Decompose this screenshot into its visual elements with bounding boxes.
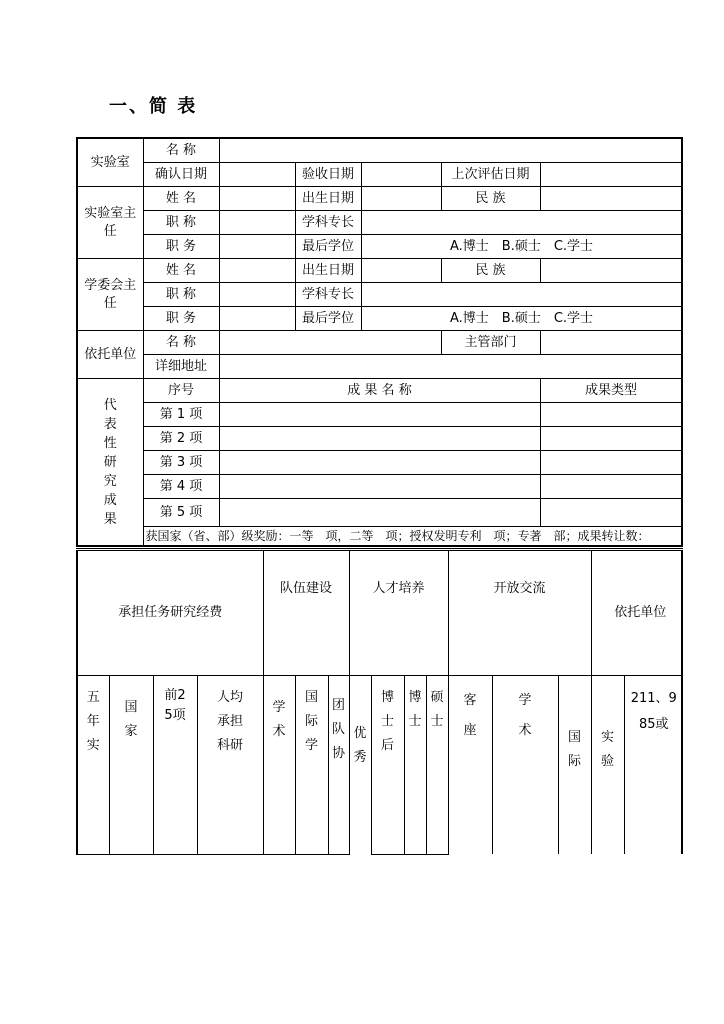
stats-sub-master: 硕士 xyxy=(426,676,448,855)
director-birth-label: 出生日期 xyxy=(295,187,361,211)
accept-date-label: 验收日期 xyxy=(295,163,361,187)
stats-header-team: 队伍建设 xyxy=(263,550,349,676)
last-eval-date-field[interactable] xyxy=(540,163,682,187)
host-name-label: 名 称 xyxy=(143,331,219,355)
stats-table xyxy=(76,548,683,855)
results-col-type: 成果类型 xyxy=(540,379,682,403)
page-title: 一、简 表 xyxy=(109,96,198,117)
result-type-field[interactable] xyxy=(540,451,682,475)
committee-name-label: 姓 名 xyxy=(143,259,219,283)
stats-sub-international: 国际 xyxy=(558,676,591,855)
director-degree-label: 最后学位 xyxy=(295,235,361,259)
result-item-label: 第 3 项 xyxy=(143,451,219,475)
results-col-name: 成 果 名 称 xyxy=(219,379,540,403)
stats-sub-top25: 前25项 xyxy=(153,676,197,855)
host-address-label: 详细地址 xyxy=(143,355,219,379)
lab-name-label: 名 称 xyxy=(143,138,219,163)
result-name-field[interactable] xyxy=(219,499,540,527)
stats-sub-postdoc: 博士后 xyxy=(371,676,404,855)
results-col-no: 序号 xyxy=(143,379,219,403)
director-group-label: 实验室主任 xyxy=(77,187,143,259)
director-title-field[interactable] xyxy=(219,211,295,235)
committee-birth-field[interactable] xyxy=(361,259,441,283)
lab-name-field[interactable] xyxy=(219,138,682,163)
committee-title-field[interactable] xyxy=(219,283,295,307)
result-type-field[interactable] xyxy=(540,427,682,451)
host-group-label: 依托单位 xyxy=(77,331,143,379)
stats-sub-excellent: 优秀 xyxy=(349,676,371,855)
last-eval-date-label: 上次评估日期 xyxy=(441,163,540,187)
results-group-label: 代表性研究成果 xyxy=(77,379,143,547)
director-title-label: 职 称 xyxy=(143,211,219,235)
committee-group-label: 学委会主任 xyxy=(77,259,143,331)
committee-name-field[interactable] xyxy=(219,259,295,283)
stats-header-talent: 人才培养 xyxy=(349,550,448,676)
director-specialty-label: 学科专长 xyxy=(295,211,361,235)
host-address-field[interactable] xyxy=(219,355,682,379)
stats-sub-visiting: 客座 xyxy=(448,676,492,855)
summary-table xyxy=(76,137,683,547)
confirm-date-field[interactable] xyxy=(219,163,295,187)
result-item-label: 第 5 项 xyxy=(143,499,219,527)
committee-duty-label: 职 务 xyxy=(143,307,219,331)
host-dept-field[interactable] xyxy=(540,331,682,355)
result-item-label: 第 4 项 xyxy=(143,475,219,499)
stats-sub-intl-academic: 国际学 xyxy=(295,676,328,855)
director-name-label: 姓 名 xyxy=(143,187,219,211)
committee-specialty-label: 学科专长 xyxy=(295,283,361,307)
director-ethnic-label: 民 族 xyxy=(441,187,540,211)
director-birth-field[interactable] xyxy=(361,187,441,211)
lab-group-label: 实验室 xyxy=(77,138,143,187)
accept-date-field[interactable] xyxy=(361,163,441,187)
awards-summary[interactable]: 获国家（省、部）级奖励：一等 项，二等 项；授权发明专利 项；专著 部；成果转让数： xyxy=(143,527,682,547)
stats-sub-phd: 博士 xyxy=(404,676,426,855)
stats-sub-funding-5yr: 五年实 xyxy=(77,676,109,855)
director-name-field[interactable] xyxy=(219,187,295,211)
director-duty-field[interactable] xyxy=(219,235,295,259)
stats-header-host: 依托单位 xyxy=(591,550,682,676)
stats-sub-lab: 实验 xyxy=(591,676,624,855)
host-dept-label: 主管部门 xyxy=(441,331,540,355)
result-type-field[interactable] xyxy=(540,403,682,427)
committee-specialty-field[interactable] xyxy=(361,283,682,307)
director-duty-label: 职 务 xyxy=(143,235,219,259)
result-name-field[interactable] xyxy=(219,451,540,475)
result-item-label: 第 1 项 xyxy=(143,403,219,427)
committee-degree-options[interactable]: A.博士 B.硕士 C.学士 xyxy=(361,307,682,331)
confirm-date-label: 确认日期 xyxy=(143,163,219,187)
result-name-field[interactable] xyxy=(219,403,540,427)
stats-header-exchange: 开放交流 xyxy=(448,550,591,676)
result-name-field[interactable] xyxy=(219,475,540,499)
host-name-field[interactable] xyxy=(219,331,441,355)
stats-sub-academic-exchange: 学术 xyxy=(492,676,558,855)
stats-sub-academic: 学术 xyxy=(263,676,295,855)
director-degree-options[interactable]: A.博士 B.硕士 C.学士 xyxy=(361,235,682,259)
stats-sub-per-capita: 人均承担科研 xyxy=(197,676,263,855)
stats-sub-211-985: 211、985或 xyxy=(624,676,682,855)
committee-duty-field[interactable] xyxy=(219,307,295,331)
committee-title-label: 职 称 xyxy=(143,283,219,307)
stats-header-funding: 承担任务研究经费 xyxy=(77,550,263,676)
committee-ethnic-label: 民 族 xyxy=(441,259,540,283)
committee-degree-label: 最后学位 xyxy=(295,307,361,331)
result-type-field[interactable] xyxy=(540,499,682,527)
stats-sub-team-collab: 团队协 xyxy=(328,676,349,855)
stats-sub-national: 国家 xyxy=(109,676,153,855)
result-type-field[interactable] xyxy=(540,475,682,499)
director-ethnic-field[interactable] xyxy=(540,187,682,211)
director-specialty-field[interactable] xyxy=(361,211,682,235)
result-name-field[interactable] xyxy=(219,427,540,451)
result-item-label: 第 2 项 xyxy=(143,427,219,451)
committee-ethnic-field[interactable] xyxy=(540,259,682,283)
committee-birth-label: 出生日期 xyxy=(295,259,361,283)
